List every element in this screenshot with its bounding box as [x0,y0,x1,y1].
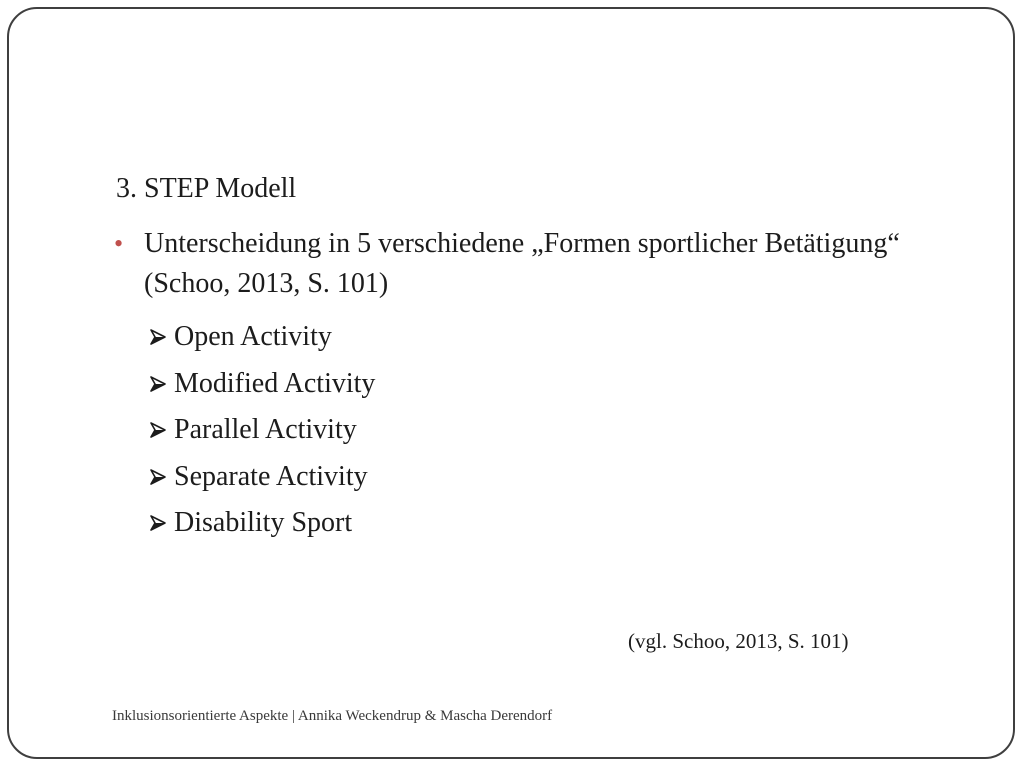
section-heading: 3. STEP Modell [116,173,297,204]
bullet-item [114,224,904,304]
arrow-right-icon [148,467,168,487]
sub-item-open-activity [148,314,375,361]
sub-item-parallel-activity [148,407,375,454]
sub-list [148,314,375,547]
arrow-right-icon [148,327,168,347]
sub-item-disability-sport [148,500,375,547]
bullet-marker: • [114,229,124,258]
arrow-right-icon [148,420,168,440]
sub-item-label: Modified Activity [174,367,376,399]
sub-item-separate-activity [148,454,375,501]
sub-item-label: Parallel Activity [174,414,357,446]
citation: (vgl. Schoo, 2013, S. 101) [628,629,849,653]
sub-item-label: Separate Activity [174,460,368,492]
arrow-right-icon [148,513,168,533]
footer: Inklusionsorientierte Aspekte | Annika Weckendrup & Mascha Derendorf [112,708,553,724]
sub-item-modified-activity [148,361,375,408]
bullet-text: Unterscheidung in 5 verschiedene „Formen sportlicher Betätigung“ (Schoo, 2013, S. 101) [144,228,900,299]
sub-item-label: Open Activity [174,321,332,353]
sub-item-label: Disability Sport [174,507,353,539]
arrow-right-icon [148,374,168,394]
